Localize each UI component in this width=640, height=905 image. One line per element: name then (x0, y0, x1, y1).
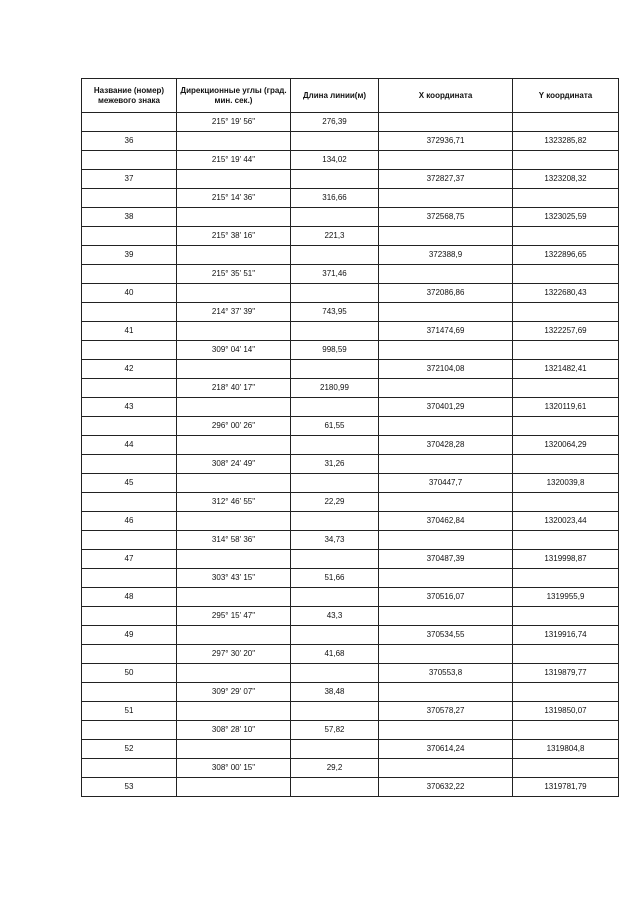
cell-bearing-angle (177, 284, 291, 303)
cell-line-length (291, 664, 379, 683)
cell-line-length: 743,95 (291, 303, 379, 322)
cell-bearing-angle: 295° 15' 47" (177, 607, 291, 626)
cell-line-length (291, 322, 379, 341)
cell-line-length (291, 246, 379, 265)
cell-bearing-angle: 215° 19' 56" (177, 113, 291, 132)
cell-marker-name (82, 569, 177, 588)
cell-marker-name: 37 (82, 170, 177, 189)
cell-bearing-angle (177, 550, 291, 569)
cell-x-coordinate (379, 645, 513, 664)
cell-bearing-angle: 303° 43' 15" (177, 569, 291, 588)
table-row (82, 493, 619, 512)
cell-y-coordinate (513, 531, 619, 550)
cell-line-length (291, 436, 379, 455)
cell-bearing-angle (177, 322, 291, 341)
cell-line-length (291, 626, 379, 645)
cell-line-length: 61,55 (291, 417, 379, 436)
cell-line-length: 221,3 (291, 227, 379, 246)
cell-marker-name: 39 (82, 246, 177, 265)
cell-x-coordinate (379, 531, 513, 550)
cell-line-length (291, 132, 379, 151)
cell-line-length: 998,59 (291, 341, 379, 360)
cell-marker-name: 40 (82, 284, 177, 303)
table-row (82, 341, 619, 360)
cell-bearing-angle: 215° 19' 44" (177, 151, 291, 170)
cell-y-coordinate (513, 303, 619, 322)
cell-y-coordinate (513, 721, 619, 740)
cell-bearing-angle (177, 702, 291, 721)
cell-y-coordinate (513, 265, 619, 284)
cell-line-length: 276,39 (291, 113, 379, 132)
cell-bearing-angle (177, 740, 291, 759)
cell-bearing-angle (177, 474, 291, 493)
table-row (82, 322, 619, 341)
cell-x-coordinate (379, 493, 513, 512)
table-row (82, 360, 619, 379)
cell-marker-name: 49 (82, 626, 177, 645)
cell-line-length: 38,48 (291, 683, 379, 702)
cell-marker-name (82, 151, 177, 170)
cell-x-coordinate: 372104,08 (379, 360, 513, 379)
cell-marker-name (82, 189, 177, 208)
cell-x-coordinate (379, 227, 513, 246)
cell-bearing-angle: 309° 04' 14" (177, 341, 291, 360)
cell-y-coordinate: 1322896,65 (513, 246, 619, 265)
cell-bearing-angle: 296° 00' 26" (177, 417, 291, 436)
boundary-coordinates-table (81, 78, 619, 797)
table-row (82, 721, 619, 740)
table-body (82, 113, 619, 797)
cell-x-coordinate: 372086,86 (379, 284, 513, 303)
cell-bearing-angle: 308° 00' 15" (177, 759, 291, 778)
table-row (82, 284, 619, 303)
cell-y-coordinate (513, 227, 619, 246)
cell-bearing-angle: 215° 38' 16" (177, 227, 291, 246)
table-row (82, 113, 619, 132)
cell-marker-name (82, 341, 177, 360)
cell-x-coordinate (379, 151, 513, 170)
cell-y-coordinate: 1319998,87 (513, 550, 619, 569)
cell-bearing-angle (177, 132, 291, 151)
cell-line-length (291, 284, 379, 303)
cell-bearing-angle: 214° 37' 39" (177, 303, 291, 322)
cell-y-coordinate: 1320064,29 (513, 436, 619, 455)
cell-bearing-angle: 308° 24' 49" (177, 455, 291, 474)
cell-x-coordinate: 372827,37 (379, 170, 513, 189)
cell-x-coordinate: 370632,22 (379, 778, 513, 797)
cell-x-coordinate: 370516,07 (379, 588, 513, 607)
cell-marker-name: 44 (82, 436, 177, 455)
table-row (82, 664, 619, 683)
cell-y-coordinate: 1319850,07 (513, 702, 619, 721)
cell-line-length (291, 702, 379, 721)
table-row (82, 303, 619, 322)
cell-bearing-angle: 312° 46' 55" (177, 493, 291, 512)
header-y-coordinate: Y координата (513, 79, 619, 113)
cell-marker-name (82, 417, 177, 436)
table-row (82, 759, 619, 778)
cell-bearing-angle (177, 360, 291, 379)
table-row (82, 645, 619, 664)
table-row (82, 778, 619, 797)
cell-bearing-angle (177, 436, 291, 455)
cell-marker-name (82, 379, 177, 398)
cell-bearing-angle (177, 512, 291, 531)
cell-y-coordinate: 1320023,44 (513, 512, 619, 531)
cell-x-coordinate: 372388,9 (379, 246, 513, 265)
cell-bearing-angle: 215° 14' 36" (177, 189, 291, 208)
cell-y-coordinate: 1320119,61 (513, 398, 619, 417)
cell-line-length: 43,3 (291, 607, 379, 626)
cell-line-length (291, 360, 379, 379)
cell-marker-name: 43 (82, 398, 177, 417)
cell-x-coordinate (379, 341, 513, 360)
cell-bearing-angle: 308° 28' 10" (177, 721, 291, 740)
cell-y-coordinate (513, 455, 619, 474)
cell-bearing-angle (177, 398, 291, 417)
cell-y-coordinate (513, 417, 619, 436)
cell-y-coordinate (513, 493, 619, 512)
cell-y-coordinate: 1320039,8 (513, 474, 619, 493)
cell-marker-name (82, 265, 177, 284)
cell-line-length (291, 588, 379, 607)
header-line-length: Длина линии(м) (291, 79, 379, 113)
cell-line-length: 41,68 (291, 645, 379, 664)
cell-marker-name: 41 (82, 322, 177, 341)
cell-bearing-angle (177, 246, 291, 265)
cell-y-coordinate: 1323025,59 (513, 208, 619, 227)
cell-y-coordinate: 1322257,69 (513, 322, 619, 341)
table-row (82, 569, 619, 588)
cell-line-length (291, 170, 379, 189)
cell-marker-name: 46 (82, 512, 177, 531)
header-x-coordinate: X координата (379, 79, 513, 113)
cell-y-coordinate (513, 113, 619, 132)
cell-marker-name: 38 (82, 208, 177, 227)
cell-x-coordinate (379, 455, 513, 474)
cell-y-coordinate: 1319804,8 (513, 740, 619, 759)
cell-x-coordinate (379, 189, 513, 208)
header-bearing-angle: Дирекционные углы (град. мин. сек.) (177, 79, 291, 113)
cell-bearing-angle (177, 778, 291, 797)
cell-bearing-angle: 314° 58' 36" (177, 531, 291, 550)
cell-line-length (291, 208, 379, 227)
cell-y-coordinate: 1321482,41 (513, 360, 619, 379)
cell-y-coordinate (513, 759, 619, 778)
cell-y-coordinate (513, 569, 619, 588)
table-row (82, 398, 619, 417)
cell-line-length (291, 398, 379, 417)
cell-x-coordinate (379, 721, 513, 740)
cell-bearing-angle (177, 208, 291, 227)
table-row (82, 474, 619, 493)
table-row (82, 683, 619, 702)
table-row (82, 626, 619, 645)
cell-marker-name: 48 (82, 588, 177, 607)
table-row (82, 740, 619, 759)
cell-line-length (291, 778, 379, 797)
cell-bearing-angle (177, 170, 291, 189)
cell-x-coordinate (379, 379, 513, 398)
cell-y-coordinate (513, 645, 619, 664)
cell-marker-name: 52 (82, 740, 177, 759)
table-header-row (82, 79, 619, 113)
cell-line-length: 34,73 (291, 531, 379, 550)
header-marker-name: Название (номер) межевого знака (82, 79, 177, 113)
cell-bearing-angle (177, 588, 291, 607)
cell-line-length: 31,26 (291, 455, 379, 474)
cell-marker-name: 53 (82, 778, 177, 797)
cell-marker-name (82, 759, 177, 778)
cell-marker-name (82, 645, 177, 664)
cell-y-coordinate (513, 379, 619, 398)
cell-line-length (291, 550, 379, 569)
cell-x-coordinate: 370487,39 (379, 550, 513, 569)
cell-y-coordinate (513, 151, 619, 170)
cell-bearing-angle (177, 664, 291, 683)
cell-y-coordinate: 1323208,32 (513, 170, 619, 189)
table-row (82, 170, 619, 189)
table-row (82, 512, 619, 531)
cell-x-coordinate: 370462,84 (379, 512, 513, 531)
cell-marker-name: 42 (82, 360, 177, 379)
cell-line-length: 51,66 (291, 569, 379, 588)
table-row (82, 588, 619, 607)
cell-x-coordinate: 370447,7 (379, 474, 513, 493)
table-row (82, 531, 619, 550)
cell-line-length (291, 740, 379, 759)
cell-x-coordinate (379, 265, 513, 284)
cell-x-coordinate (379, 417, 513, 436)
cell-marker-name (82, 683, 177, 702)
cell-y-coordinate: 1319781,79 (513, 778, 619, 797)
cell-x-coordinate: 372568,75 (379, 208, 513, 227)
cell-marker-name (82, 303, 177, 322)
cell-x-coordinate: 370614,24 (379, 740, 513, 759)
cell-x-coordinate: 370401,29 (379, 398, 513, 417)
table-row (82, 208, 619, 227)
cell-x-coordinate: 370578,27 (379, 702, 513, 721)
table-row (82, 607, 619, 626)
cell-line-length: 22,29 (291, 493, 379, 512)
table-row (82, 246, 619, 265)
cell-x-coordinate (379, 683, 513, 702)
cell-y-coordinate: 1322680,43 (513, 284, 619, 303)
table-row (82, 436, 619, 455)
cell-y-coordinate (513, 683, 619, 702)
cell-marker-name (82, 721, 177, 740)
cell-x-coordinate (379, 759, 513, 778)
table-row (82, 151, 619, 170)
cell-y-coordinate (513, 607, 619, 626)
cell-bearing-angle: 297° 30' 20" (177, 645, 291, 664)
cell-line-length: 57,82 (291, 721, 379, 740)
table-row (82, 455, 619, 474)
cell-bearing-angle: 215° 35' 51" (177, 265, 291, 284)
table-row (82, 702, 619, 721)
cell-marker-name: 36 (82, 132, 177, 151)
cell-x-coordinate (379, 607, 513, 626)
cell-x-coordinate (379, 303, 513, 322)
cell-marker-name (82, 113, 177, 132)
table-row (82, 550, 619, 569)
cell-x-coordinate: 370553,8 (379, 664, 513, 683)
cell-line-length: 371,46 (291, 265, 379, 284)
table-row (82, 417, 619, 436)
cell-line-length: 134,02 (291, 151, 379, 170)
table-row (82, 265, 619, 284)
cell-x-coordinate (379, 569, 513, 588)
cell-marker-name (82, 531, 177, 550)
cell-bearing-angle: 218° 40' 17" (177, 379, 291, 398)
table-row (82, 227, 619, 246)
cell-marker-name: 51 (82, 702, 177, 721)
cell-marker-name: 45 (82, 474, 177, 493)
cell-y-coordinate (513, 189, 619, 208)
cell-line-length: 316,66 (291, 189, 379, 208)
cell-marker-name (82, 607, 177, 626)
cell-bearing-angle: 309° 29' 07" (177, 683, 291, 702)
cell-y-coordinate: 1319879,77 (513, 664, 619, 683)
table-row (82, 379, 619, 398)
cell-x-coordinate: 372936,71 (379, 132, 513, 151)
cell-marker-name (82, 227, 177, 246)
cell-line-length (291, 474, 379, 493)
cell-line-length: 29,2 (291, 759, 379, 778)
cell-x-coordinate (379, 113, 513, 132)
cell-y-coordinate: 1319955,9 (513, 588, 619, 607)
cell-marker-name (82, 493, 177, 512)
table-row (82, 189, 619, 208)
cell-bearing-angle (177, 626, 291, 645)
cell-y-coordinate: 1323285,82 (513, 132, 619, 151)
cell-marker-name: 47 (82, 550, 177, 569)
cell-line-length (291, 512, 379, 531)
cell-marker-name: 50 (82, 664, 177, 683)
cell-marker-name (82, 455, 177, 474)
cell-x-coordinate: 370428,28 (379, 436, 513, 455)
cell-y-coordinate: 1319916,74 (513, 626, 619, 645)
cell-x-coordinate: 371474,69 (379, 322, 513, 341)
cell-y-coordinate (513, 341, 619, 360)
table-row (82, 132, 619, 151)
cell-x-coordinate: 370534,55 (379, 626, 513, 645)
cell-line-length: 2180,99 (291, 379, 379, 398)
